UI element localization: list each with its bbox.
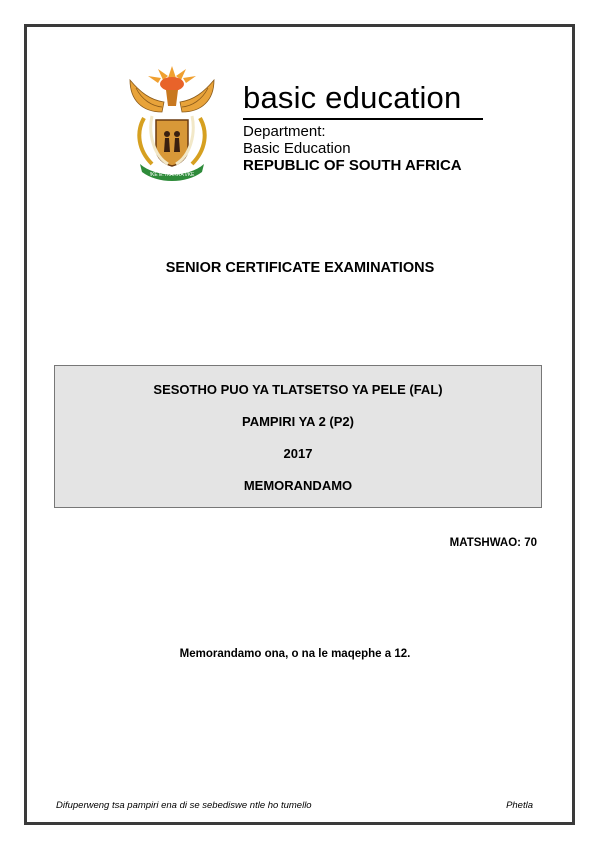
country-name: REPUBLIC OF SOUTH AFRICA: [243, 157, 462, 174]
brand-underline: [243, 118, 483, 120]
department-label: Department:: [243, 123, 326, 140]
subject-name: SESOTHO PUO YA TLATSETSO YA PELE (FAL): [153, 382, 443, 397]
rising-sun-icon: [148, 66, 196, 91]
paper-number: PAMPIRI YA 2 (P2): [242, 414, 354, 429]
total-marks: MATSHWAO: 70: [449, 537, 537, 549]
subject-box: [54, 365, 542, 508]
brand-title: basic education: [243, 80, 462, 115]
coat-of-arms-logo: [122, 60, 222, 185]
exam-year: 2017: [283, 446, 313, 461]
pages-note: Memorandamo ona, o na le maqephe a 12.: [179, 648, 411, 660]
document-type: MEMORANDAMO: [243, 478, 353, 493]
department-name: Basic Education: [243, 140, 351, 157]
exam-title: SENIOR CERTIFICATE EXAMINATIONS: [165, 260, 435, 276]
turn-over-footer: Phetla: [506, 800, 533, 811]
copyright-footer: Difuperweng tsa pampiri ena di se sebediswe ntle ho tumello: [56, 800, 312, 811]
svg-text:!KE E: /XARRA //KE: !KE E: /XARRA //KE: [149, 172, 195, 178]
